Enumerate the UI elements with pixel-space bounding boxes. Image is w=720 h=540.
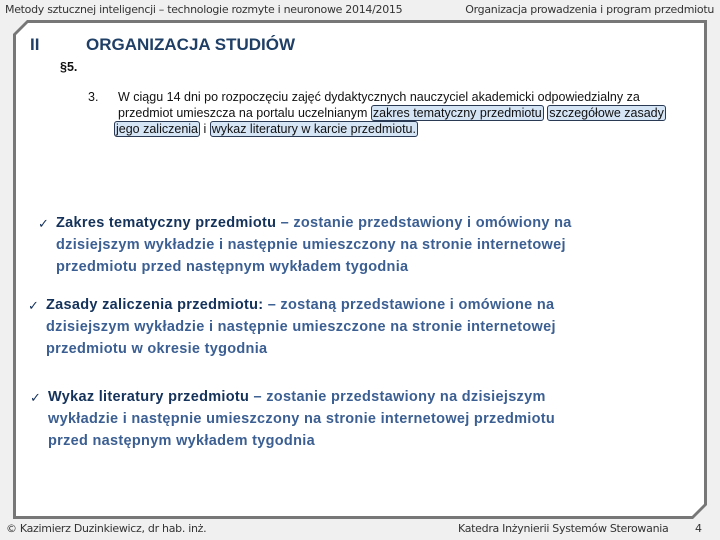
checkmark-icon: ✓ xyxy=(38,216,49,231)
bullet-line xyxy=(56,215,572,231)
chapter-title: ORGANIZACJA STUDIÓW xyxy=(86,35,296,54)
chapter-number: II xyxy=(30,35,40,54)
bullet-line: dzisiejszym wykładzie i następnie umieszczone na stronie internetowej xyxy=(46,319,556,335)
checkmark-icon: ✓ xyxy=(28,298,39,313)
footer-department: Katedra Inżynierii Systemów Sterowania xyxy=(458,522,669,535)
bullet-line: przed następnym wykładem tygodnia xyxy=(48,433,315,449)
bullet-line: przedmiotu w okresie tygodnia xyxy=(46,341,268,357)
highlight-detailed-rules: szczegółowe zasady xyxy=(549,106,664,120)
text: i xyxy=(200,122,210,136)
bullet-heading: Zasady zaliczenia przedmiotu: xyxy=(46,297,264,313)
highlight-literature: wykaz literatury w karcie przedmiotu. xyxy=(211,122,416,136)
highlight-topic-scope: zakres tematyczny przedmiotu xyxy=(372,106,542,120)
bullet-line: dzisiejszym wykładzie i następnie umieszczony na stronie internetowej xyxy=(56,237,566,253)
item-number: 3. xyxy=(88,90,99,104)
text: – zostaną przedstawione i omówione na xyxy=(263,297,555,313)
text: – zostanie przedstawiony na dzisiejszym xyxy=(249,389,546,405)
header-course-title: Metody sztucznej inteligencji – technologie rozmyte i neuronowe 2014/2015 xyxy=(5,3,403,16)
bullet-line: wykładzie i następnie umieszczony na stronie internetowej przedmiotu xyxy=(48,411,556,427)
highlight-passing: jego zaliczenia xyxy=(116,122,198,136)
footer-author: © Kazimierz Duzinkiewicz, dr hab. inż. xyxy=(6,522,207,535)
bullet-heading: Wykaz literatury przedmiotu xyxy=(48,389,250,405)
checkmark-icon: ✓ xyxy=(30,390,41,405)
regulation-line-1: W ciągu 14 dni po rozpoczęciu zajęć dydaktycznych nauczyciel akademicki odpowiedzialny za xyxy=(118,90,640,104)
header-section-title: Organizacja prowadzenia i program przedmiotu xyxy=(465,3,714,16)
bullet-line: przedmiotu przed następnym wykładem tygodnia xyxy=(56,259,409,275)
bullet-line xyxy=(46,297,554,313)
page-number: 4 xyxy=(695,522,702,535)
text: – zostanie przedstawiony i omówiony na xyxy=(276,215,572,231)
bullet-heading: Zakres tematyczny przedmiotu xyxy=(56,215,277,231)
regulation-line-2 xyxy=(118,106,666,120)
section-number: §5. xyxy=(60,60,78,74)
text: przedmiot umieszcza na portalu uczelnianym xyxy=(118,106,371,120)
regulation-line-3 xyxy=(114,122,418,136)
bullet-line xyxy=(48,389,546,405)
